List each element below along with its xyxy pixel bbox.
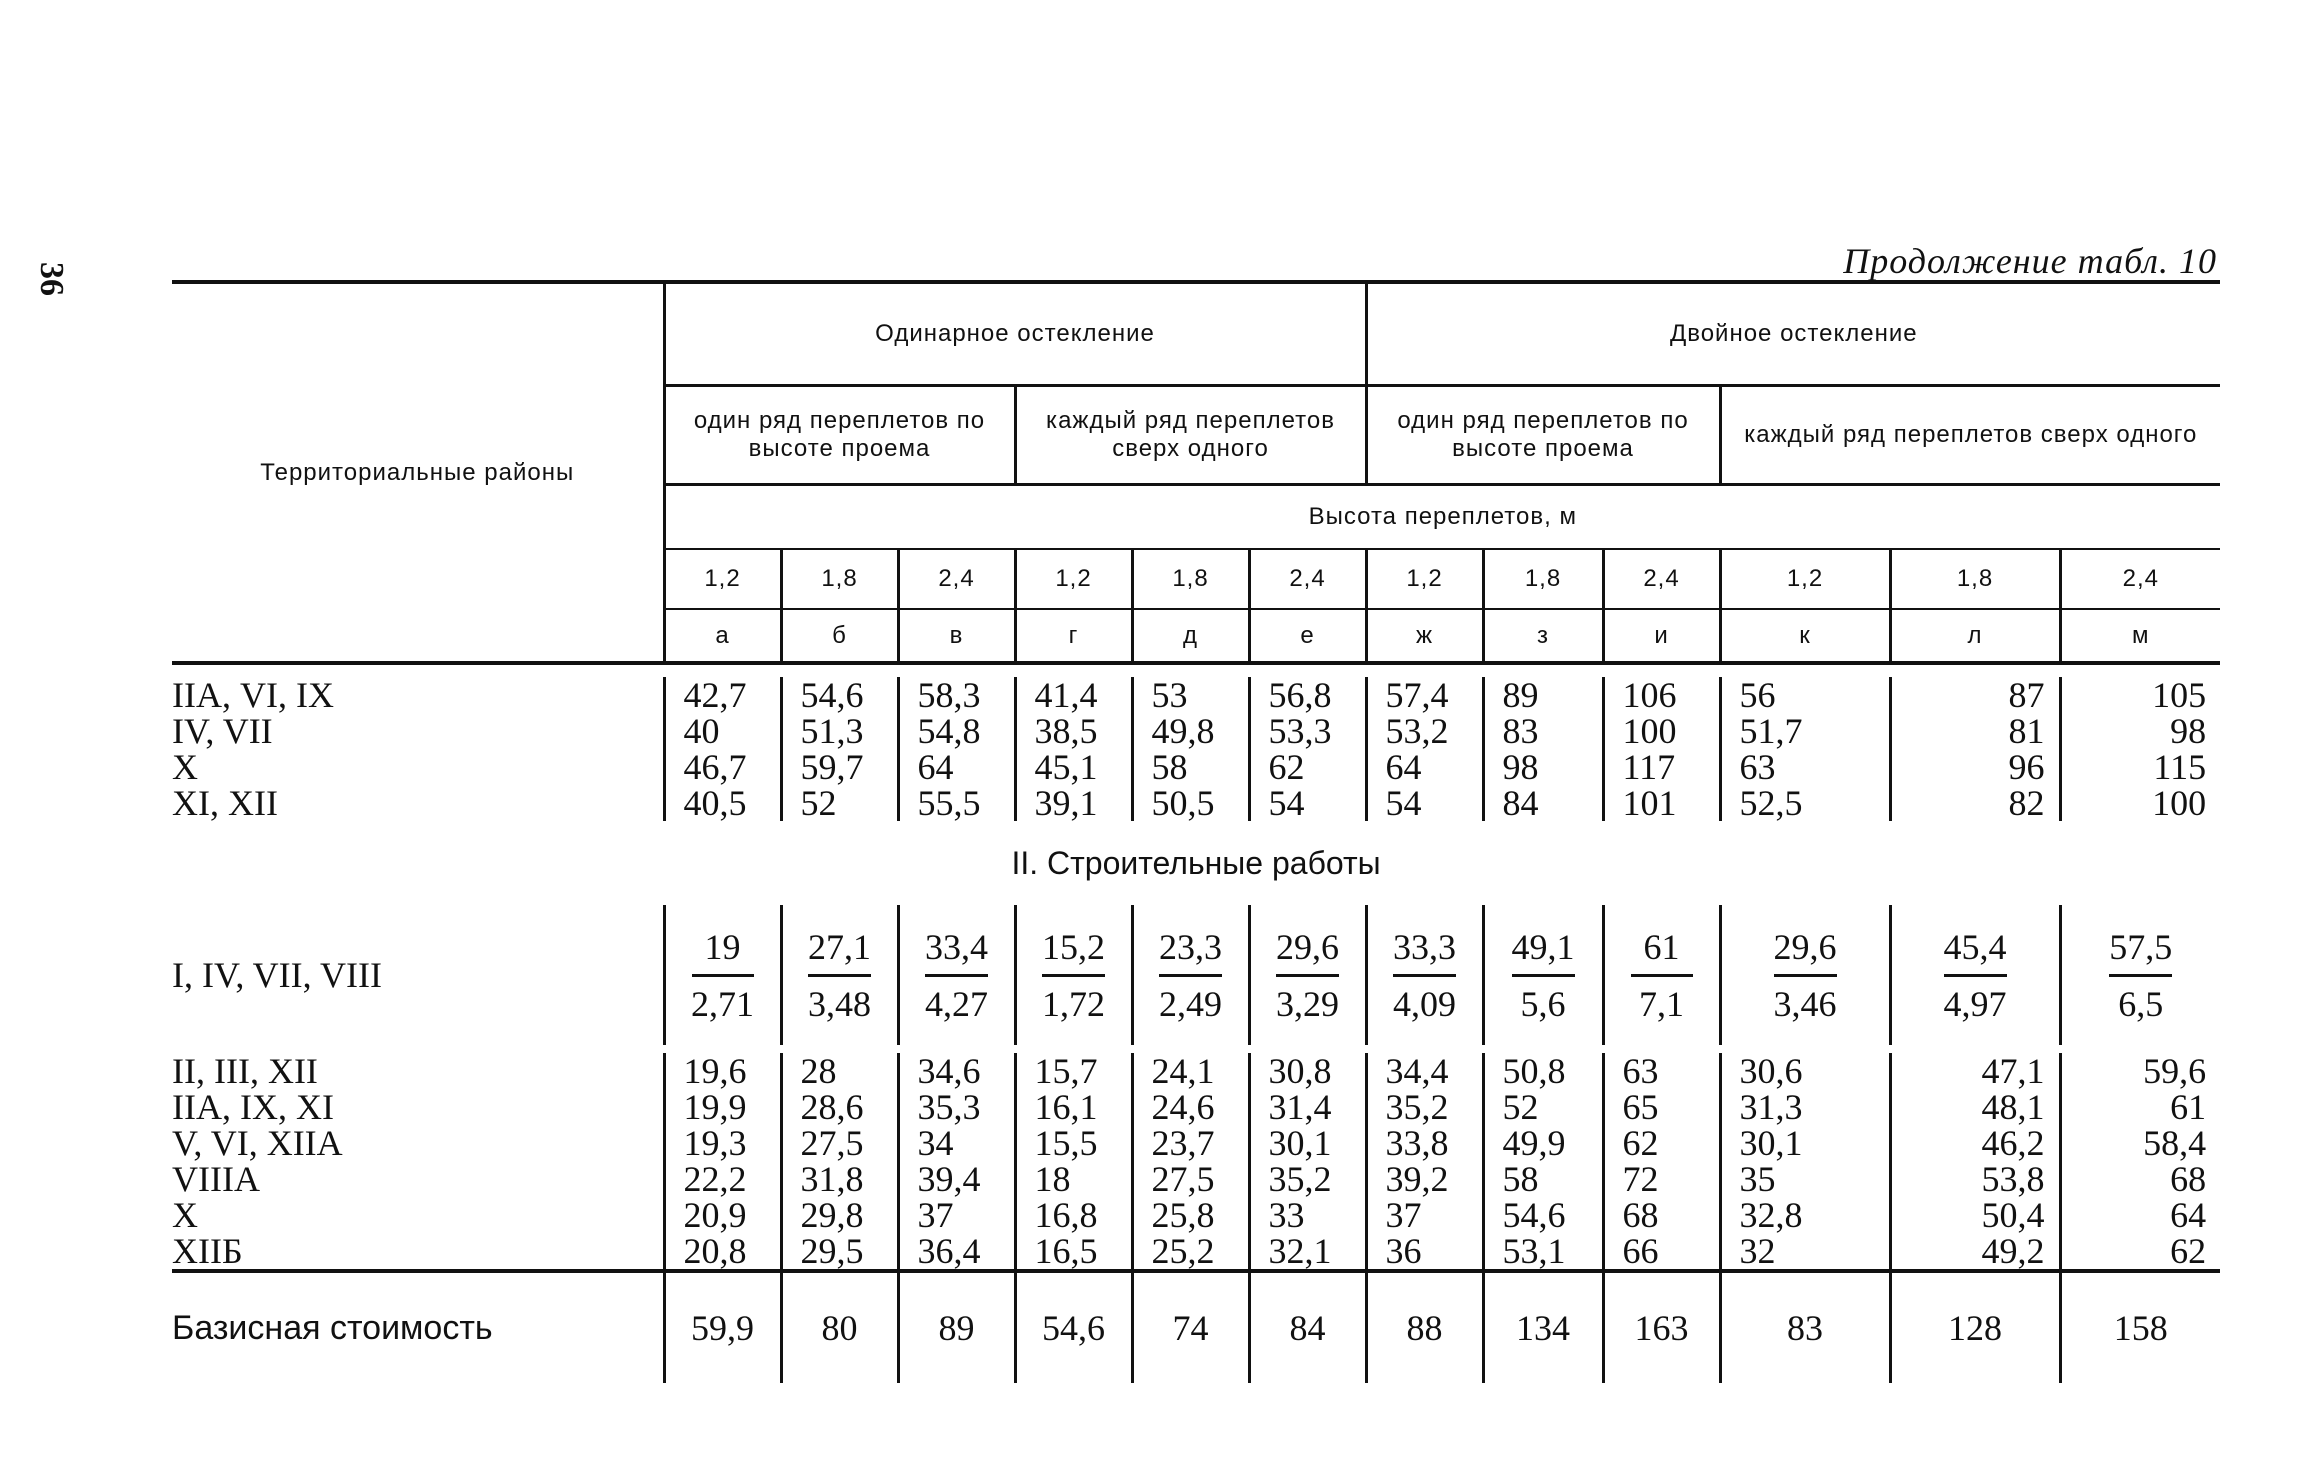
value-column [1890,1053,2060,1271]
base-cost-value: 84 [1249,1271,1366,1383]
value-column [1483,677,1603,821]
table-value: 19,3 [683,1123,747,1163]
value-column [1890,677,2060,821]
height-cell: 2,4 [2060,549,2220,609]
region-name: IV, VII [172,711,273,751]
table-value: 53,3 [1268,711,1332,751]
table-value: 98 [1502,747,1539,787]
fraction-cell [1720,905,1890,1045]
table-value: 84 [1502,783,1539,823]
double-glazing-header: Двойное остекление [1366,282,2220,386]
table-value: 63 [1622,1051,1659,1091]
value-column [1015,677,1132,821]
table-value: 58 [1502,1159,1539,1199]
table-value: 32 [1739,1231,1776,1271]
table-value: 29,8 [800,1195,864,1235]
table-value: 33 [1268,1195,1305,1235]
value-column [664,677,781,821]
table-value: 25,2 [1151,1231,1215,1271]
table-value: 15,5 [1034,1123,1098,1163]
table-value: 64 [917,747,954,787]
table-value: 62 [1622,1123,1659,1163]
fraction-denominator: 3,29 [1276,983,1339,1024]
height-cell: 1,2 [664,549,781,609]
table-value: 32,8 [1739,1195,1803,1235]
fraction-cell [1366,905,1483,1045]
table-value: 59,7 [800,747,864,787]
table-value: 117 [1622,747,1676,787]
table-value: 57,4 [1385,675,1449,715]
value-column [1483,1053,1603,1271]
value-column [898,677,1015,821]
fraction-numerator: 29,6 [1774,926,1837,977]
fraction-numerator: 61 [1631,926,1693,977]
region-name: IIА, IX, XI [172,1087,334,1127]
column-letter: б [781,609,898,663]
table-value: 96 [2008,747,2045,787]
height-cell: 2,4 [1249,549,1366,609]
region-name: I, IV, VII, VIII [172,955,382,995]
base-cost-label: Базисная стоимость [172,1308,493,1347]
height-cell: 1,8 [1890,549,2060,609]
column-letter: ж [1366,609,1483,663]
fraction-numerator: 27,1 [808,926,871,977]
region-name: VIIIА [172,1159,260,1199]
table-value: 49,8 [1151,711,1215,751]
region-name: XI, XII [172,783,278,823]
height-header: Высота переплетов, м [664,485,2220,550]
fraction-denominator: 4,27 [925,983,988,1024]
table-value: 52 [800,783,837,823]
table-value: 18 [1034,1159,1071,1199]
table-value: 16,1 [1034,1087,1098,1127]
table-value: 34,6 [917,1051,981,1091]
value-column [781,1053,898,1271]
height-cell: 1,2 [1015,549,1132,609]
region-name: X [172,1195,198,1235]
table-value: 98 [2170,711,2207,751]
table-value: 47,1 [1981,1051,2045,1091]
table-value: 50,4 [1981,1195,2045,1235]
value-column [664,1053,781,1271]
fraction-numerator: 15,2 [1042,926,1105,977]
fraction-numerator: 49,1 [1512,926,1575,977]
table-value: 51,3 [800,711,864,751]
table-value: 64 [2170,1195,2207,1235]
region-name: XIIБ [172,1231,243,1271]
table-value: 65 [1622,1087,1659,1127]
table-value: 101 [1622,783,1677,823]
table-value: 54 [1385,783,1422,823]
fraction-cell [1249,905,1366,1045]
height-cell: 1,2 [1366,549,1483,609]
fraction-cell [1483,905,1603,1045]
table-value: 16,8 [1034,1195,1098,1235]
table-value: 39,1 [1034,783,1098,823]
fraction-cell [898,905,1015,1045]
table-value: 23,7 [1151,1123,1215,1163]
fraction-denominator: 4,09 [1393,983,1457,1024]
fraction-numerator: 33,3 [1393,926,1456,977]
table-value: 53,2 [1385,711,1449,751]
table-value: 28,6 [800,1087,864,1127]
fraction-numerator: 57,5 [2109,926,2172,977]
height-cell: 1,8 [1132,549,1249,609]
table-value: 48,1 [1981,1087,2045,1127]
table-value: 24,6 [1151,1087,1215,1127]
table-value: 49,2 [1981,1231,2045,1271]
table-value: 34,4 [1385,1051,1449,1091]
region-name: X [172,747,198,787]
column-letter: е [1249,609,1366,663]
table-value: 35,2 [1385,1087,1449,1127]
value-column [1249,1053,1366,1271]
column-letter: к [1720,609,1890,663]
table-value: 35 [1739,1159,1776,1199]
table-value: 54 [1268,783,1305,823]
value-column [2060,1053,2220,1271]
table-value: 53 [1151,675,1188,715]
table-value: 28 [800,1051,837,1091]
table-value: 61 [2170,1087,2207,1127]
base-cost-value: 158 [2060,1271,2220,1383]
value-column [781,677,898,821]
table-value: 49,9 [1502,1123,1566,1163]
value-column [1015,1053,1132,1271]
height-cell: 2,4 [898,549,1015,609]
table-value: 115 [2153,747,2207,787]
fraction-denominator: 2,49 [1159,983,1222,1024]
value-column [1132,1053,1249,1271]
height-cell: 1,8 [1483,549,1603,609]
table-value: 30,8 [1268,1051,1332,1091]
column-letter: а [664,609,781,663]
table-value: 20,8 [683,1231,747,1271]
table-value: 89 [1502,675,1539,715]
table-value: 31,4 [1268,1087,1332,1127]
fraction-denominator: 2,71 [691,983,754,1024]
table-value: 15,7 [1034,1051,1098,1091]
table-value: 25,8 [1151,1195,1215,1235]
base-cost-value: 59,9 [664,1271,781,1383]
height-cell: 1,8 [781,549,898,609]
table-value: 58,3 [917,675,981,715]
table-value: 30,6 [1739,1051,1803,1091]
base-cost-value: 88 [1366,1271,1483,1383]
table-value: 36 [1385,1231,1422,1271]
table-value: 56,8 [1268,675,1332,715]
table-value: 58 [1151,747,1188,787]
fraction-cell [1890,905,2060,1045]
table-value: 29,5 [800,1231,864,1271]
base-cost-value: 74 [1132,1271,1249,1383]
table-value: 35,3 [917,1087,981,1127]
table-value: 81 [2008,711,2045,751]
table-value: 20,9 [683,1195,747,1235]
column-letter: м [2060,609,2220,663]
table-value: 38,5 [1034,711,1098,751]
value-column [1366,1053,1483,1271]
table-value: 72 [1622,1159,1659,1199]
table-value: 54,8 [917,711,981,751]
column-letter: з [1483,609,1603,663]
table-value: 50,5 [1151,783,1215,823]
base-cost-value: 80 [781,1271,898,1383]
fraction-denominator: 7,1 [1639,983,1685,1024]
column-letter: г [1015,609,1132,663]
column-letter: л [1890,609,2060,663]
fraction-denominator: 3,48 [808,983,871,1024]
table-value: 55,5 [917,783,981,823]
fraction-denominator: 6,5 [2118,983,2164,1024]
table-value: 52,5 [1739,783,1803,823]
fraction-denominator: 3,46 [1773,983,1837,1024]
fraction-numerator: 45,4 [1944,926,2007,977]
table-continuation-caption: Продолжение табл. 10 [1843,241,2217,281]
table-value: 19,6 [683,1051,747,1091]
table-value: 41,4 [1034,675,1098,715]
cost-table [172,280,2220,1383]
region-list [172,677,664,821]
table-value: 40,5 [683,783,747,823]
table-value: 40 [683,711,720,751]
table-value: 62 [2170,1231,2207,1271]
table-value: 31,8 [800,1159,864,1199]
table-value: 24,1 [1151,1051,1215,1091]
value-column [1603,1053,1720,1271]
table-value: 68 [2170,1159,2207,1199]
double-one-row-header: один ряд переплетов по высоте проема [1366,386,1720,485]
table-value: 34 [917,1123,954,1163]
table-value: 56 [1739,675,1776,715]
table-value: 37 [1385,1195,1422,1235]
table-value: 50,8 [1502,1051,1566,1091]
table-value: 35,2 [1268,1159,1332,1199]
table-value: 30,1 [1739,1123,1803,1163]
fraction-denominator: 1,72 [1042,983,1105,1024]
value-column [1249,677,1366,821]
table-value: 100 [2152,783,2207,823]
fraction-numerator: 23,3 [1159,926,1222,977]
region-list [172,1053,664,1271]
table-value: 19,9 [683,1087,747,1127]
table-value: 51,7 [1739,711,1803,751]
base-cost-value: 163 [1603,1271,1720,1383]
regions-header: Территориальные районы [172,282,664,663]
table-value: 100 [1622,711,1677,751]
fraction-numerator: 19 [692,926,754,977]
height-cell: 2,4 [1603,549,1720,609]
base-cost-value: 54,6 [1015,1271,1132,1383]
table-value: 105 [2152,675,2207,715]
fraction-cell [1603,905,1720,1045]
height-cell: 1,2 [1720,549,1890,609]
table-value: 53,1 [1502,1231,1566,1271]
table-value: 106 [1622,675,1677,715]
base-cost-value: 83 [1720,1271,1890,1383]
section-title-construction: II. Строительные работы [1011,844,1381,881]
table-value: 68 [1622,1195,1659,1235]
table-value: 33,8 [1385,1123,1449,1163]
table-value: 36,4 [917,1231,981,1271]
value-column [1132,677,1249,821]
region-name: II, III, XII [172,1051,318,1091]
region-name: IIА, VI, IX [172,675,334,715]
column-letter: д [1132,609,1249,663]
table-value: 54,6 [800,675,864,715]
column-letter: и [1603,609,1720,663]
table-value: 54,6 [1502,1195,1566,1235]
column-letter: в [898,609,1015,663]
table-value: 64 [1385,747,1422,787]
table-value: 66 [1622,1231,1659,1271]
table-value: 42,7 [683,675,747,715]
table-value: 62 [1268,747,1305,787]
table-value: 58,4 [2143,1123,2207,1163]
fraction-cell [1015,905,1132,1045]
fraction-numerator: 33,4 [925,926,988,977]
value-column [1366,677,1483,821]
single-one-row-header: один ряд переплетов по высоте проема [664,386,1015,485]
table-value: 53,8 [1981,1159,2045,1199]
base-cost-value: 128 [1890,1271,2060,1383]
table-value: 45,1 [1034,747,1098,787]
table-value: 59,6 [2143,1051,2207,1091]
single-glazing-header: Одинарное остекление [664,282,1366,386]
table-value: 82 [2008,783,2045,823]
table-value: 30,1 [1268,1123,1332,1163]
fraction-cell [1132,905,1249,1045]
table-value: 83 [1502,711,1539,751]
fraction-numerator: 29,6 [1276,926,1339,977]
fraction-denominator: 5,6 [1520,983,1566,1024]
table-value: 46,7 [683,747,747,787]
value-column [1720,677,1890,821]
table-value: 22,2 [683,1159,747,1199]
fraction-cell [781,905,898,1045]
fraction-denominator: 4,97 [1943,983,2007,1024]
table-value: 63 [1739,747,1776,787]
page-number: 36 [33,262,70,296]
table-value: 31,3 [1739,1087,1803,1127]
region-name: V, VI, XIIА [172,1123,343,1163]
table-value: 46,2 [1981,1123,2045,1163]
table-value: 87 [2008,675,2045,715]
fraction-cell [2060,905,2220,1045]
double-each-row-header: каждый ряд переплетов сверх одного [1720,386,2220,485]
table-value: 52 [1502,1087,1539,1127]
table-value: 39,4 [917,1159,981,1199]
single-each-row-header: каждый ряд переплетов сверх одного [1015,386,1366,485]
value-column [2060,677,2220,821]
table-value: 16,5 [1034,1231,1098,1271]
value-column [898,1053,1015,1271]
base-cost-value: 89 [898,1271,1015,1383]
table-value: 27,5 [800,1123,864,1163]
table-value: 32,1 [1268,1231,1332,1271]
value-column [1603,677,1720,821]
table-value: 39,2 [1385,1159,1449,1199]
fraction-cell [664,905,781,1045]
table-value: 27,5 [1151,1159,1215,1199]
table-value: 37 [917,1195,954,1235]
base-cost-value: 134 [1483,1271,1603,1383]
value-column [1720,1053,1890,1271]
